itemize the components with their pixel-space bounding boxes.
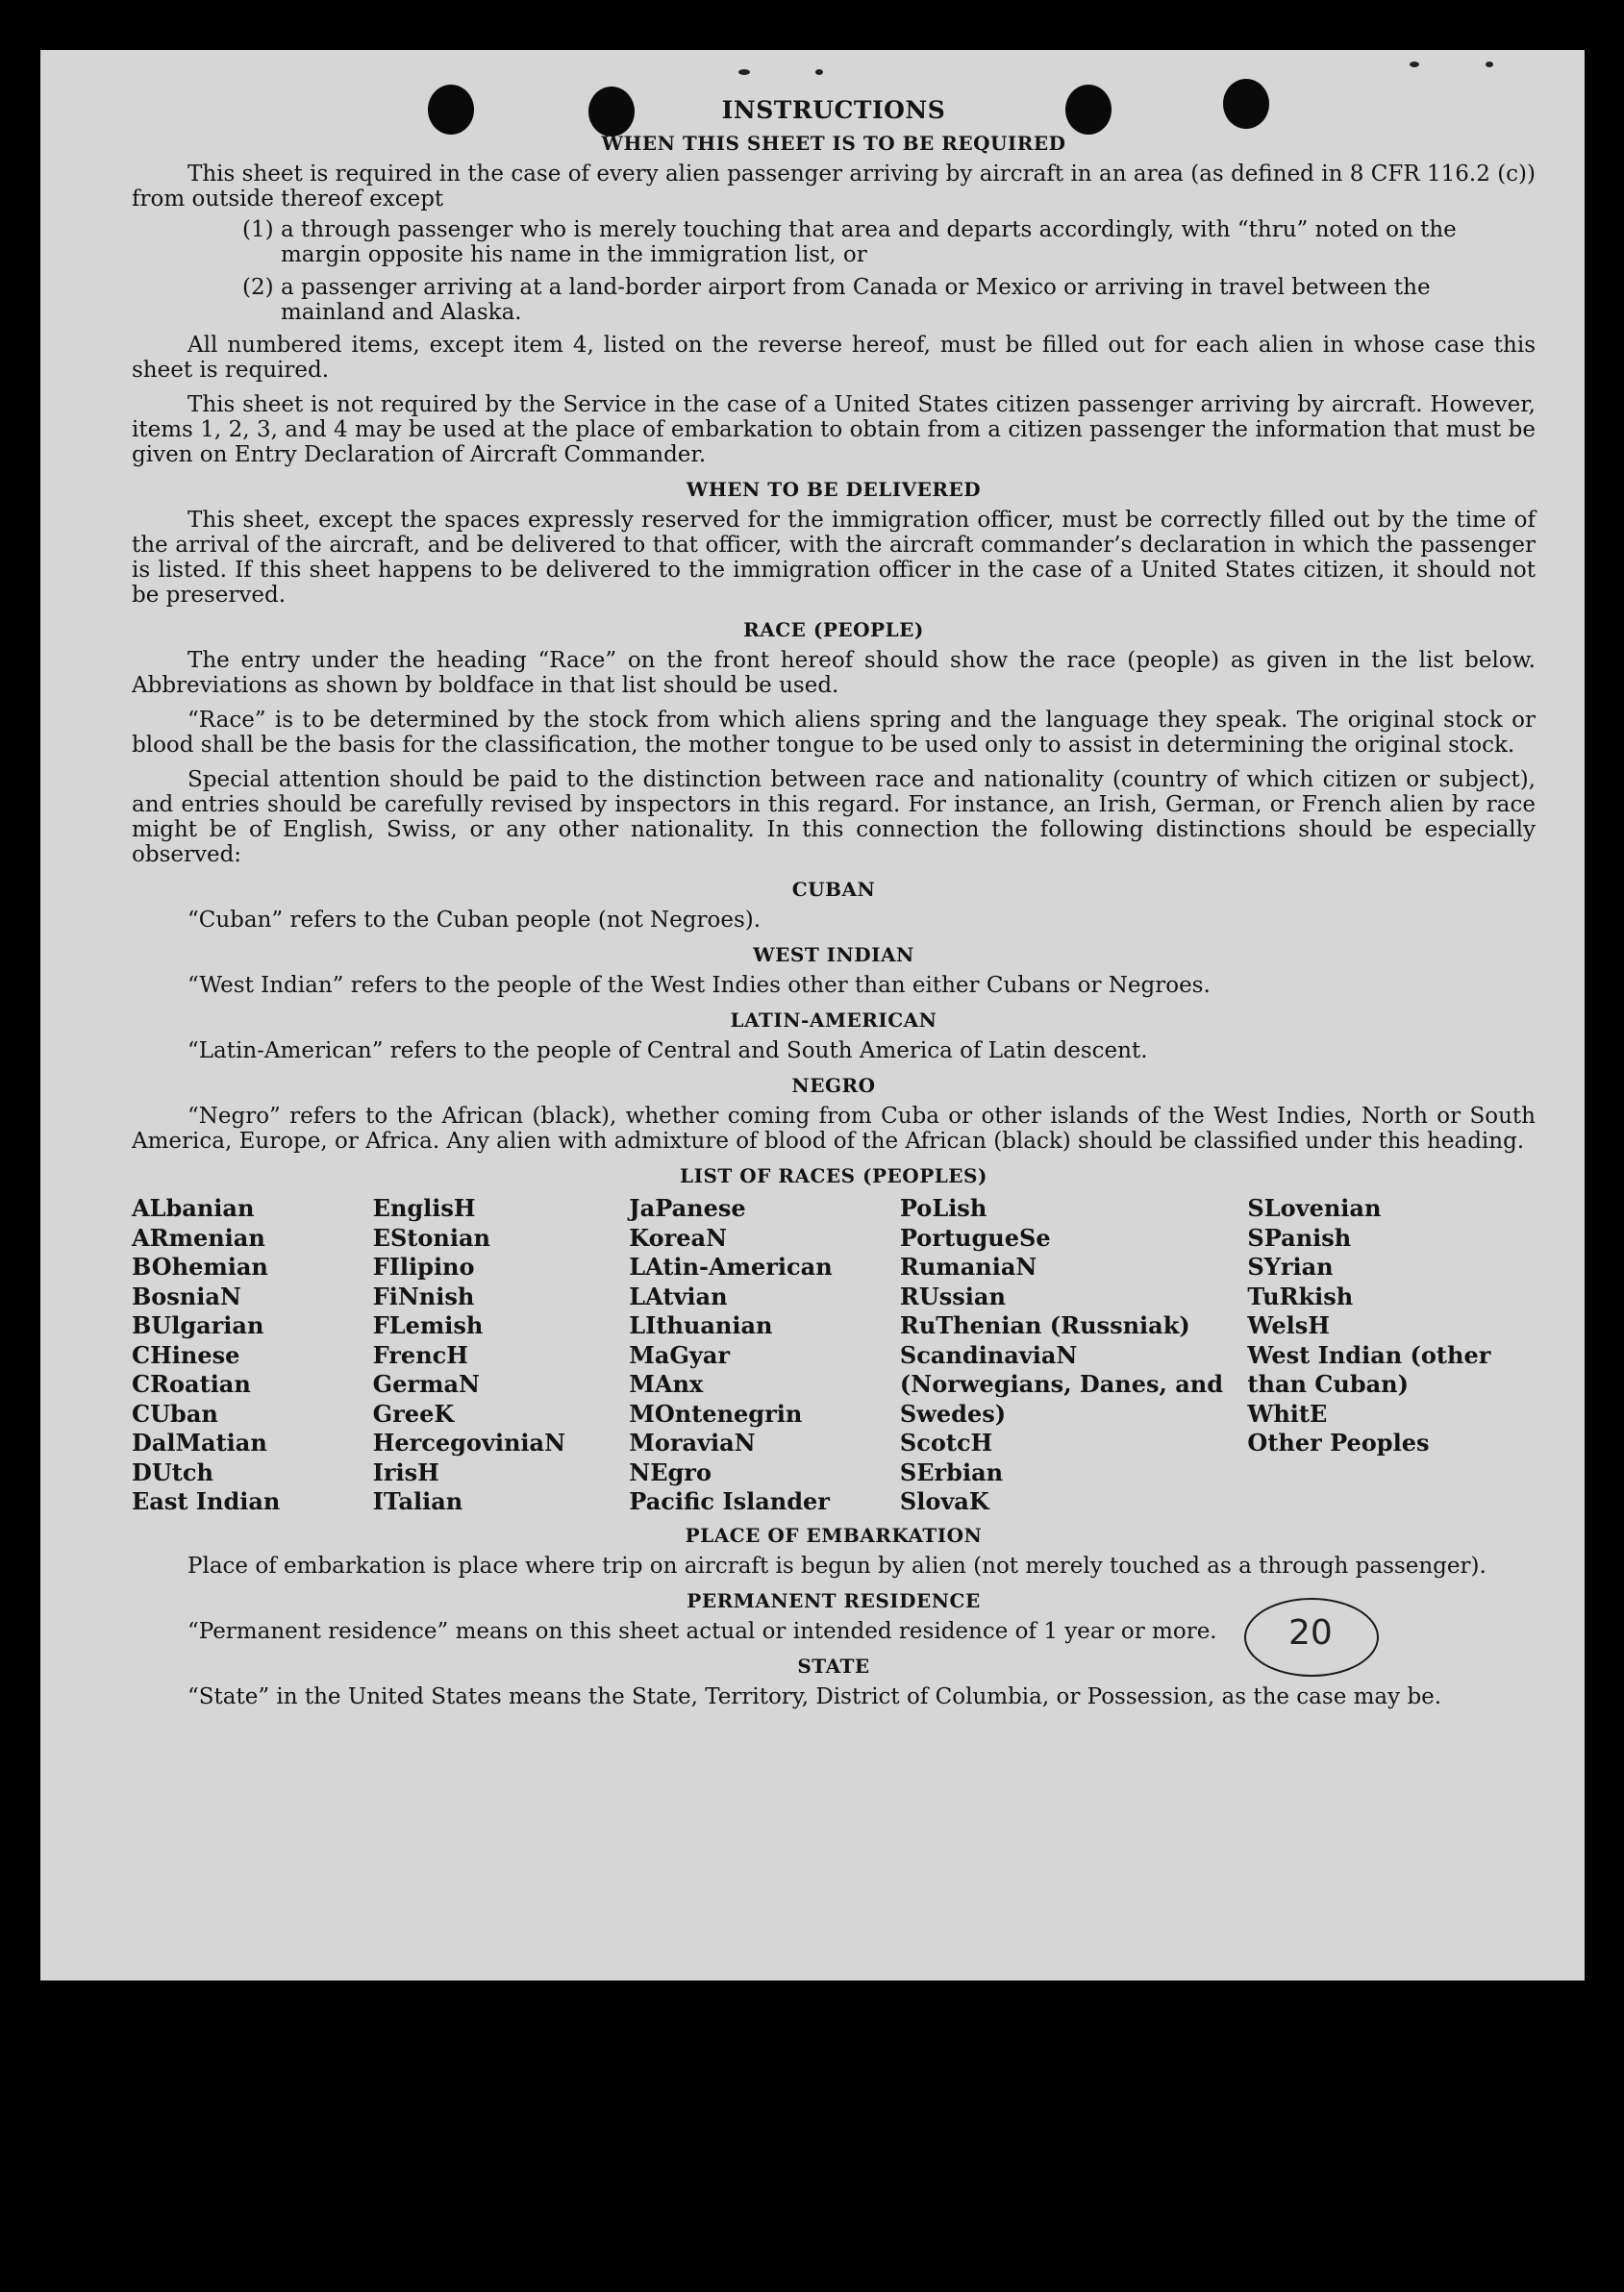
race-entry: ALbanian <box>132 1194 255 1222</box>
race-entry: CRoatian <box>132 1370 251 1398</box>
race-entry: RumaniaN <box>899 1253 1037 1281</box>
section-heading: WHEN TO BE DELIVERED <box>686 478 982 501</box>
race-entry: SPanish <box>1247 1223 1352 1252</box>
handwritten-circled-number: 20 <box>1244 1598 1379 1677</box>
race-entry: DalMatian <box>132 1429 267 1457</box>
race-entry: West Indian (other than Cuban) <box>1247 1340 1491 1398</box>
paragraph: This sheet is required in the case of every alien passenger arriving by aircraft in an area (as defined in 8 CFR 116.2 (c)) from outside thereof except <box>132 162 1536 212</box>
race-entry: Other Peoples <box>1247 1429 1430 1457</box>
scan-speck <box>738 69 750 75</box>
scan-speck <box>1486 62 1493 67</box>
races-column <box>629 1194 900 1517</box>
page-title: INSTRUCTIONS <box>721 96 946 124</box>
race-entry: LIthuanian <box>629 1311 773 1339</box>
races-list <box>132 1194 1536 1517</box>
race-entry: PoLish <box>899 1194 987 1222</box>
list-item: (2) a passenger arriving at a land-border airport from Canada or Mexico or arriving in travel between the mainland and Alaska. <box>242 275 1431 325</box>
race-entry: MAnx <box>629 1370 704 1398</box>
race-entry: DUtch <box>132 1457 213 1486</box>
race-entry: RUssian <box>899 1282 1006 1310</box>
race-entry: FIlipino <box>372 1253 475 1281</box>
race-entry: LAtvian <box>629 1282 728 1310</box>
section-heading: NEGRO <box>791 1074 876 1097</box>
race-entry: ITalian <box>372 1487 463 1515</box>
paragraph: “West Indian” refers to the people of the West Indies other than either Cubans or Negroes. <box>187 973 1211 998</box>
race-entry: SLovenian <box>1247 1194 1382 1222</box>
instructions-content <box>132 98 1536 1719</box>
paragraph: “State” in the United States means the State, Territory, District of Columbia, or Possession, as the case may be. <box>187 1683 1442 1709</box>
section-heading: LIST OF RACES (PEOPLES) <box>680 1164 987 1187</box>
race-entry: WelsH <box>1247 1311 1330 1339</box>
race-entry: BOhemian <box>132 1253 268 1281</box>
race-entry: GreeK <box>372 1399 455 1428</box>
section-heading: PERMANENT RESIDENCE <box>687 1588 981 1612</box>
race-entry: CHinese <box>132 1340 240 1369</box>
race-entry: Pacific Islander <box>629 1487 830 1515</box>
races-column <box>373 1194 630 1517</box>
paragraph: “Race” is to be determined by the stock from which aliens spring and the language they speak. The original stock or blood shall be the basis for the classification, the mother tongue to be used only to assist in determining the original stock. <box>132 708 1536 758</box>
race-entry: PortugueSe <box>899 1223 1051 1252</box>
paragraph: “Latin-American” refers to the people of Central and South America of Latin descent. <box>187 1038 1148 1063</box>
paragraph: “Negro” refers to the African (black), whether coming from Cuba or other islands of the West Indies, North or South America, Europe, or Africa. Any alien with admixture of blood of the African (black) should be classified under this heading. <box>132 1104 1536 1154</box>
race-entry: HercegoviniaN <box>372 1429 566 1457</box>
race-entry: RuThenian (Russniak) <box>899 1311 1190 1339</box>
section-heading: STATE <box>797 1654 870 1678</box>
races-column <box>132 1194 373 1517</box>
paragraph: All numbered items, except item 4, listed on the reverse hereof, must be filled out for each alien in whose case this sheet is required. <box>132 333 1536 383</box>
document-sheet <box>40 50 1585 1981</box>
race-entry: BosniaN <box>132 1282 241 1310</box>
section-heading: RACE (PEOPLE) <box>743 618 924 641</box>
race-entry: SlovaK <box>899 1487 989 1515</box>
race-entry: JaPanese <box>629 1194 746 1222</box>
race-entry: MoraviaN <box>629 1429 756 1457</box>
race-entry: SYrian <box>1247 1253 1334 1281</box>
paragraph: This sheet, except the spaces expressly reserved for the immigration officer, must be correctly filled out by the time of the arrival of the aircraft, and be delivered to that officer, with the aircraft commander’s declaration in which the passenger is listed. If this sheet happens to be delivered to the immigration officer in the case of a United States citizen, it should not be preserved. <box>132 508 1536 608</box>
race-entry: NEgro <box>629 1457 712 1486</box>
race-entry: EStonian <box>372 1223 490 1252</box>
race-entry: MaGyar <box>629 1340 731 1369</box>
race-entry: MOntenegrin <box>629 1399 803 1428</box>
section-heading: WHEN THIS SHEET IS TO BE REQUIRED <box>601 132 1066 155</box>
paragraph: Place of embarkation is place where trip on aircraft is begun by alien (not merely touched as a through passenger). <box>187 1553 1487 1579</box>
scan-speck <box>815 69 823 75</box>
race-entry: KoreaN <box>629 1223 728 1252</box>
race-entry: FrencH <box>372 1340 468 1369</box>
race-entry: SErbian <box>899 1457 1004 1486</box>
section-heading: LATIN-AMERICAN <box>730 1009 937 1032</box>
race-entry: GermaN <box>372 1370 480 1398</box>
race-entry: TuRkish <box>1247 1282 1354 1310</box>
race-entry: CUban <box>132 1399 218 1428</box>
race-entry: BUlgarian <box>132 1311 264 1339</box>
race-entry: IrisH <box>372 1457 439 1486</box>
paragraph: The entry under the heading “Race” on the front hereof should show the race (people) as given in the list below. Abbreviations as shown by boldface in that list should be used. <box>132 648 1536 698</box>
race-entry: ARmenian <box>132 1223 265 1252</box>
section-heading: CUBAN <box>791 878 876 901</box>
section-heading: WEST INDIAN <box>753 943 914 966</box>
race-entry: ScandinaviaN (Norwegians, Danes, and Swedes) <box>899 1340 1223 1428</box>
race-entry: FLemish <box>372 1311 484 1339</box>
races-column <box>900 1194 1248 1517</box>
race-entry: LAtin-American <box>629 1253 833 1281</box>
race-entry: ScotcH <box>899 1429 993 1457</box>
race-entry: EnglisH <box>372 1194 476 1222</box>
scan-speck <box>1410 62 1419 67</box>
paragraph: “Permanent residence” means on this sheet actual or intended residence of 1 year or more. <box>187 1618 1217 1644</box>
paragraph: This sheet is not required by the Service in the case of a United States citizen passenger arriving by aircraft. However, items 1, 2, 3, and 4 may be used at the place of embarkation to obtain from a citizen passenger the information that must be given on Entry Declaration of Aircraft Commander. <box>132 392 1536 467</box>
list-item: (1) a through passenger who is merely touching that area and departs accordingly, with “thru” noted on the margin opposite his name in the immigration list, or <box>242 217 1457 267</box>
section-heading: PLACE OF EMBARKATION <box>685 1523 983 1547</box>
paragraph: Special attention should be paid to the distinction between race and nationality (country of which citizen or subject), and entries should be carefully revised by inspectors in this regard. For instance, an Irish, German, or French alien by race might be of English, Swiss, or any other nationality. In this connection the following distinctions should be especially observed: <box>132 767 1536 867</box>
races-column <box>1247 1194 1536 1517</box>
race-entry: WhitE <box>1247 1399 1328 1428</box>
paragraph: “Cuban” refers to the Cuban people (not Negroes). <box>187 908 762 933</box>
race-entry: East Indian <box>132 1487 281 1515</box>
race-entry: FiNnish <box>372 1282 475 1310</box>
